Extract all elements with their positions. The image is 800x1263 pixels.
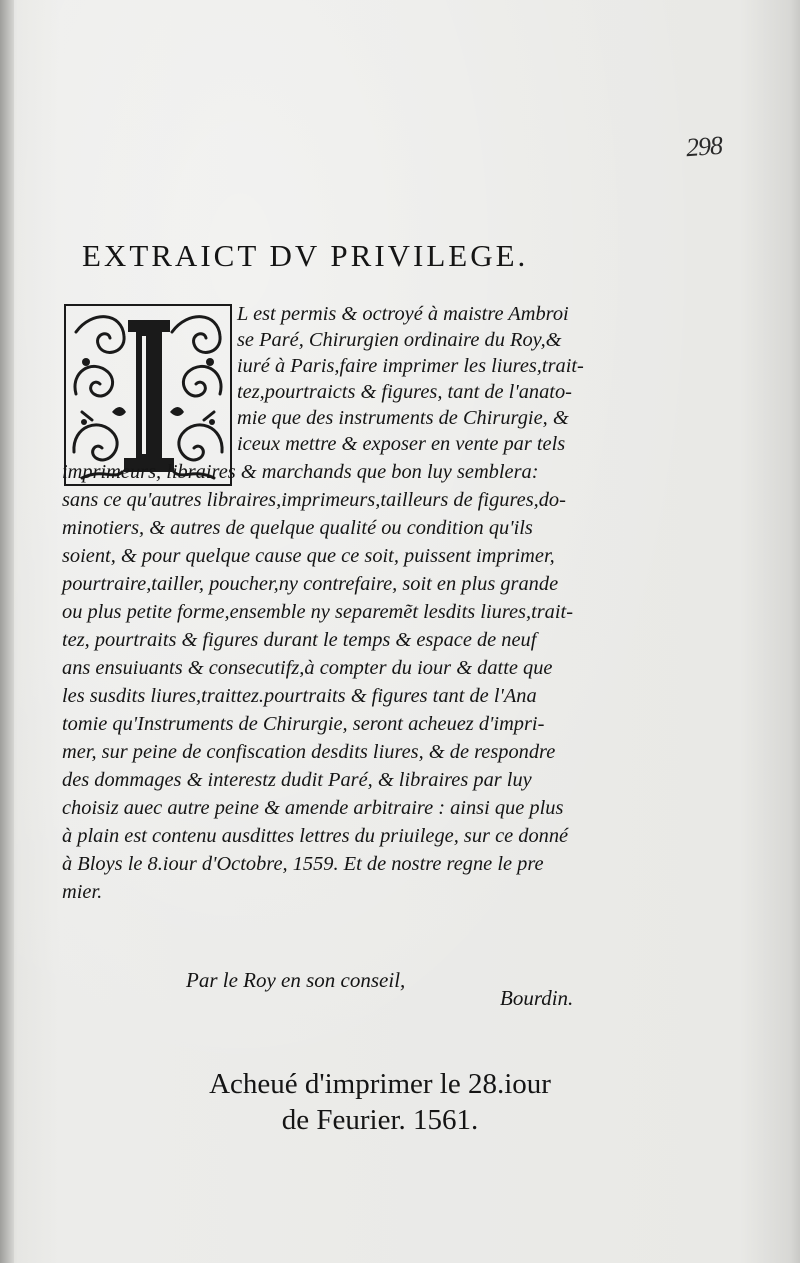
body-line: mier. <box>62 881 103 903</box>
body-line: se Paré, Chirurgien ordinaire du Roy,& <box>237 329 562 351</box>
body-line: ou plus petite forme,ensemble ny separemẽt lesdits liures,trait- <box>62 601 573 623</box>
body-line: tez,pourtraicts & figures, tant de l'anato- <box>237 381 572 403</box>
colophon <box>140 1066 620 1138</box>
body-line: à Bloys le 8.iour d'Octobre, 1559. Et de nostre regne le pre <box>62 853 544 875</box>
body-line: imprimeurs, libraires & marchands que bon luy semblera: <box>62 461 539 483</box>
colophon-line: Acheué d'imprimer le 28.iour <box>209 1068 551 1100</box>
body-line: tomie qu'Instruments de Chirurgie, seront acheuez d'impri- <box>62 713 545 735</box>
section-heading: EXTRAICT DV PRIVILEGE. <box>82 238 529 273</box>
body-line: sans ce qu'autres libraires,imprimeurs,tailleurs de figures,do- <box>62 489 566 511</box>
body-line: à plain est contenu ausdittes lettres du priuilege, sur ce donné <box>62 825 569 847</box>
signature-name: Bourdin. <box>500 986 574 1010</box>
colophon-line: de Feurier. 1561. <box>281 1104 479 1136</box>
body-line: pourtraire,tailler, poucher,ny contrefaire, soit en plus grande <box>62 573 559 595</box>
body-line: choisiz auec autre peine & amende arbitraire : ainsi que plus <box>62 797 564 819</box>
body-line: iuré à Paris,faire imprimer les liures,trait- <box>237 355 584 377</box>
page-binding-shadow <box>0 0 14 1263</box>
body-line: minotiers, & autres de quelque qualité ou condition qu'ils <box>62 517 533 539</box>
body-line: soient, & pour quelque cause que ce soit, puissent imprimer, <box>62 545 555 567</box>
body-line: L est permis & octroyé à maistre Ambroi <box>237 303 569 325</box>
body-line: mer, sur peine de confiscation desdits liures, & de respondre <box>62 741 556 763</box>
body-line: tez, pourtraits & figures durant le temps & espace de neuf <box>62 629 537 651</box>
folio-number: 298 <box>684 130 723 163</box>
body-line: ans ensuiuants & consecutifz,à compter du iour & datte que <box>62 657 553 679</box>
body-line: les susdits liures,traittez.pourtraits & figures tant de l'Ana <box>62 685 537 707</box>
signature-line: Par le Roy en son conseil, <box>186 968 406 992</box>
body-line: iceux mettre & exposer en vente par tels <box>237 433 566 455</box>
body-line: mie que des instruments de Chirurgie, & <box>237 407 569 429</box>
body-line: des dommages & interestz dudit Paré, & libraires par luy <box>62 769 532 791</box>
